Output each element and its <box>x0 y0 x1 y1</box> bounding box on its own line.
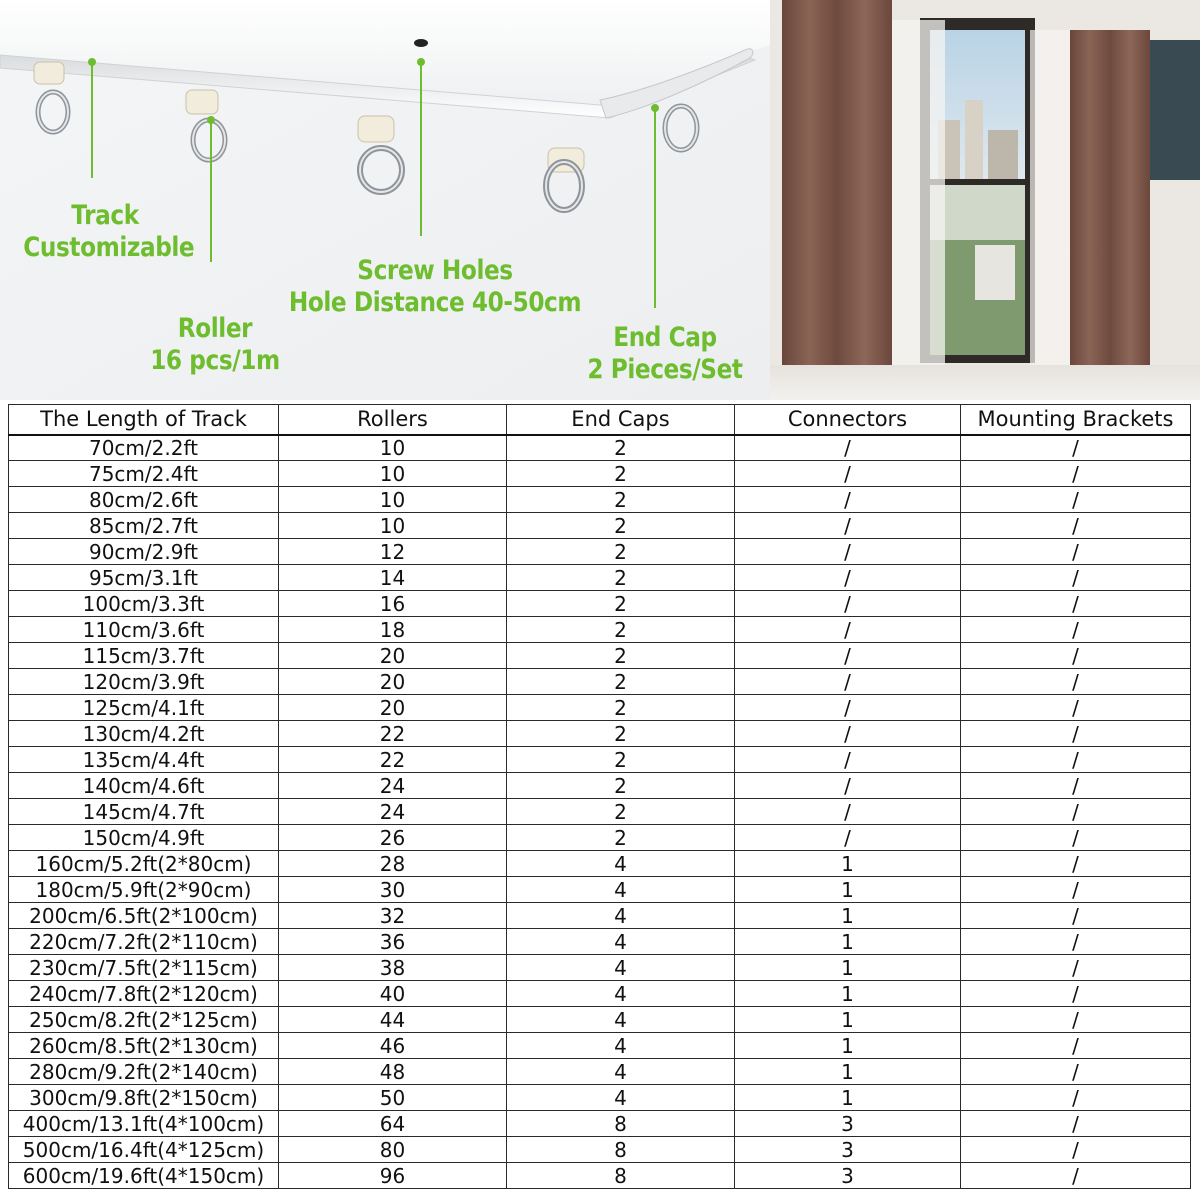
callout-track-detail: Customizable <box>23 232 195 263</box>
cell-mounting-brackets: / <box>961 1085 1191 1111</box>
table-row <box>9 981 1191 1007</box>
cell-end-caps: 4 <box>507 981 735 1007</box>
table-row <box>9 487 1191 513</box>
cell-track-length: 160cm/5.2ft(2*80cm) <box>9 851 279 877</box>
cell-mounting-brackets: / <box>961 825 1191 851</box>
cell-mounting-brackets: / <box>961 903 1191 929</box>
cell-rollers: 12 <box>279 539 507 565</box>
callout-screw-holes-detail: Hole Distance 40-50cm <box>288 287 582 318</box>
cell-rollers: 22 <box>279 721 507 747</box>
track-closeup-photo <box>0 0 770 400</box>
table-row <box>9 695 1191 721</box>
callout-roller-title: Roller <box>177 313 253 344</box>
room-curtain-photo <box>770 0 1200 400</box>
cell-connectors: 1 <box>735 981 961 1007</box>
cell-end-caps: 2 <box>507 799 735 825</box>
cell-track-length: 400cm/13.1ft(4*100cm) <box>9 1111 279 1137</box>
table-row <box>9 1033 1191 1059</box>
cell-mounting-brackets: / <box>961 513 1191 539</box>
table-row <box>9 1137 1191 1163</box>
cell-mounting-brackets: / <box>961 877 1191 903</box>
cell-end-caps: 2 <box>507 773 735 799</box>
room-illustration <box>770 0 1200 400</box>
cell-track-length: 85cm/2.7ft <box>9 513 279 539</box>
cell-connectors: 1 <box>735 929 961 955</box>
cell-end-caps: 4 <box>507 1085 735 1111</box>
cell-end-caps: 8 <box>507 1137 735 1163</box>
cell-track-length: 100cm/3.3ft <box>9 591 279 617</box>
table-row <box>9 903 1191 929</box>
cell-end-caps: 4 <box>507 1007 735 1033</box>
callout-screw-holes <box>276 255 594 319</box>
cell-rollers: 20 <box>279 695 507 721</box>
cell-end-caps: 8 <box>507 1111 735 1137</box>
table-row <box>9 513 1191 539</box>
cell-rollers: 30 <box>279 877 507 903</box>
cell-rollers: 36 <box>279 929 507 955</box>
callout-roller <box>133 313 296 377</box>
header-rollers: Rollers <box>279 405 507 435</box>
cell-connectors: 1 <box>735 1033 961 1059</box>
cell-track-length: 600cm/19.6ft(4*150cm) <box>9 1163 279 1189</box>
cell-track-length: 125cm/4.1ft <box>9 695 279 721</box>
cell-connectors: / <box>735 461 961 487</box>
cell-end-caps: 2 <box>507 643 735 669</box>
cell-track-length: 150cm/4.9ft <box>9 825 279 851</box>
cell-end-caps: 4 <box>507 851 735 877</box>
cell-mounting-brackets: / <box>961 981 1191 1007</box>
cell-track-length: 180cm/5.9ft(2*90cm) <box>9 877 279 903</box>
cell-rollers: 10 <box>279 487 507 513</box>
cell-rollers: 22 <box>279 747 507 773</box>
cell-track-length: 75cm/2.4ft <box>9 461 279 487</box>
cell-rollers: 24 <box>279 799 507 825</box>
cell-track-length: 110cm/3.6ft <box>9 617 279 643</box>
cell-mounting-brackets: / <box>961 1111 1191 1137</box>
callout-track <box>23 200 195 264</box>
cell-mounting-brackets: / <box>961 591 1191 617</box>
cell-connectors: 3 <box>735 1137 961 1163</box>
cell-connectors: / <box>735 799 961 825</box>
callout-roller-detail: 16 pcs/1m <box>150 345 280 376</box>
table-row <box>9 669 1191 695</box>
cell-connectors: 3 <box>735 1111 961 1137</box>
cell-track-length: 140cm/4.6ft <box>9 773 279 799</box>
cell-end-caps: 4 <box>507 929 735 955</box>
cell-mounting-brackets: / <box>961 617 1191 643</box>
cell-track-length: 95cm/3.1ft <box>9 565 279 591</box>
table-row <box>9 721 1191 747</box>
table-row <box>9 929 1191 955</box>
cell-connectors: / <box>735 773 961 799</box>
cell-rollers: 50 <box>279 1085 507 1111</box>
cell-rollers: 46 <box>279 1033 507 1059</box>
cell-rollers: 28 <box>279 851 507 877</box>
cell-connectors: / <box>735 721 961 747</box>
cell-rollers: 40 <box>279 981 507 1007</box>
table-body <box>9 435 1191 1189</box>
cell-end-caps: 2 <box>507 435 735 461</box>
cell-end-caps: 4 <box>507 955 735 981</box>
table-header-row <box>9 405 1191 435</box>
cell-mounting-brackets: / <box>961 929 1191 955</box>
cell-connectors: / <box>735 435 961 461</box>
table-row <box>9 1007 1191 1033</box>
table-row <box>9 591 1191 617</box>
cell-connectors: / <box>735 825 961 851</box>
cell-end-caps: 2 <box>507 695 735 721</box>
cell-end-caps: 2 <box>507 539 735 565</box>
cell-end-caps: 2 <box>507 565 735 591</box>
cell-connectors: 1 <box>735 1059 961 1085</box>
table-row <box>9 799 1191 825</box>
cell-track-length: 260cm/8.5ft(2*130cm) <box>9 1033 279 1059</box>
table-row <box>9 1163 1191 1189</box>
cell-connectors: / <box>735 643 961 669</box>
header-connectors: Connectors <box>735 405 961 435</box>
cell-track-length: 115cm/3.7ft <box>9 643 279 669</box>
cell-track-length: 135cm/4.4ft <box>9 747 279 773</box>
table-row <box>9 539 1191 565</box>
cell-mounting-brackets: / <box>961 539 1191 565</box>
callout-end-cap <box>579 322 751 386</box>
cell-track-length: 500cm/16.4ft(4*125cm) <box>9 1137 279 1163</box>
cell-rollers: 80 <box>279 1137 507 1163</box>
cell-end-caps: 2 <box>507 461 735 487</box>
cell-mounting-brackets: / <box>961 799 1191 825</box>
cell-mounting-brackets: / <box>961 773 1191 799</box>
cell-mounting-brackets: / <box>961 565 1191 591</box>
table-row <box>9 851 1191 877</box>
cell-track-length: 280cm/9.2ft(2*140cm) <box>9 1059 279 1085</box>
product-photo-band <box>0 0 1200 400</box>
cell-rollers: 32 <box>279 903 507 929</box>
cell-track-length: 250cm/8.2ft(2*125cm) <box>9 1007 279 1033</box>
cell-track-length: 230cm/7.5ft(2*115cm) <box>9 955 279 981</box>
cell-end-caps: 4 <box>507 877 735 903</box>
cell-end-caps: 2 <box>507 513 735 539</box>
table-row <box>9 1085 1191 1111</box>
cell-connectors: 1 <box>735 1085 961 1111</box>
table-row <box>9 773 1191 799</box>
cell-connectors: / <box>735 669 961 695</box>
cell-rollers: 44 <box>279 1007 507 1033</box>
cell-end-caps: 2 <box>507 747 735 773</box>
callout-end-cap-title: End Cap <box>613 322 717 353</box>
cell-mounting-brackets: / <box>961 955 1191 981</box>
cell-track-length: 80cm/2.6ft <box>9 487 279 513</box>
track-size-table <box>8 404 1191 1189</box>
cell-connectors: 1 <box>735 877 961 903</box>
cell-track-length: 200cm/6.5ft(2*100cm) <box>9 903 279 929</box>
cell-mounting-brackets: / <box>961 1163 1191 1189</box>
cell-rollers: 64 <box>279 1111 507 1137</box>
cell-end-caps: 8 <box>507 1163 735 1189</box>
cell-end-caps: 2 <box>507 669 735 695</box>
cell-mounting-brackets: / <box>961 1033 1191 1059</box>
cell-rollers: 26 <box>279 825 507 851</box>
cell-mounting-brackets: / <box>961 851 1191 877</box>
cell-mounting-brackets: / <box>961 461 1191 487</box>
cell-track-length: 240cm/7.8ft(2*120cm) <box>9 981 279 1007</box>
cell-connectors: / <box>735 747 961 773</box>
cell-connectors: / <box>735 695 961 721</box>
header-track-length: The Length of Track <box>9 405 279 435</box>
cell-mounting-brackets: / <box>961 747 1191 773</box>
table-row <box>9 955 1191 981</box>
table-row <box>9 825 1191 851</box>
cell-end-caps: 4 <box>507 903 735 929</box>
cell-rollers: 10 <box>279 461 507 487</box>
table-row <box>9 617 1191 643</box>
cell-track-length: 90cm/2.9ft <box>9 539 279 565</box>
cell-mounting-brackets: / <box>961 1137 1191 1163</box>
cell-rollers: 96 <box>279 1163 507 1189</box>
cell-connectors: 3 <box>735 1163 961 1189</box>
cell-connectors: / <box>735 591 961 617</box>
cell-mounting-brackets: / <box>961 669 1191 695</box>
cell-rollers: 14 <box>279 565 507 591</box>
cell-mounting-brackets: / <box>961 435 1191 461</box>
cell-mounting-brackets: / <box>961 487 1191 513</box>
cell-rollers: 10 <box>279 435 507 461</box>
cell-end-caps: 4 <box>507 1059 735 1085</box>
cell-connectors: 1 <box>735 1007 961 1033</box>
cell-end-caps: 2 <box>507 487 735 513</box>
cell-track-length: 130cm/4.2ft <box>9 721 279 747</box>
cell-connectors: 1 <box>735 955 961 981</box>
cell-mounting-brackets: / <box>961 643 1191 669</box>
cell-end-caps: 2 <box>507 825 735 851</box>
cell-connectors: / <box>735 487 961 513</box>
table-row <box>9 1111 1191 1137</box>
header-end-caps: End Caps <box>507 405 735 435</box>
cell-track-length: 220cm/7.2ft(2*110cm) <box>9 929 279 955</box>
cell-mounting-brackets: / <box>961 721 1191 747</box>
table-row <box>9 565 1191 591</box>
callout-end-cap-detail: 2 Pieces/Set <box>587 354 743 385</box>
cell-mounting-brackets: / <box>961 1059 1191 1085</box>
cell-rollers: 24 <box>279 773 507 799</box>
cell-rollers: 20 <box>279 669 507 695</box>
cell-rollers: 38 <box>279 955 507 981</box>
cell-rollers: 20 <box>279 643 507 669</box>
header-mounting-brackets: Mounting Brackets <box>961 405 1191 435</box>
callout-track-title: Track <box>71 200 139 231</box>
cell-track-length: 70cm/2.2ft <box>9 435 279 461</box>
table-row <box>9 877 1191 903</box>
cell-connectors: / <box>735 513 961 539</box>
cell-connectors: / <box>735 617 961 643</box>
cell-end-caps: 2 <box>507 591 735 617</box>
cell-end-caps: 2 <box>507 617 735 643</box>
cell-mounting-brackets: / <box>961 695 1191 721</box>
cell-connectors: / <box>735 565 961 591</box>
cell-connectors: / <box>735 539 961 565</box>
table-row <box>9 1059 1191 1085</box>
cell-track-length: 120cm/3.9ft <box>9 669 279 695</box>
table-row <box>9 643 1191 669</box>
cell-track-length: 145cm/4.7ft <box>9 799 279 825</box>
cell-rollers: 16 <box>279 591 507 617</box>
cell-end-caps: 2 <box>507 721 735 747</box>
cell-connectors: 1 <box>735 903 961 929</box>
cell-track-length: 300cm/9.8ft(2*150cm) <box>9 1085 279 1111</box>
table-row <box>9 461 1191 487</box>
cell-rollers: 48 <box>279 1059 507 1085</box>
callout-screw-holes-title: Screw Holes <box>357 255 513 286</box>
table-row <box>9 747 1191 773</box>
table-row <box>9 435 1191 461</box>
cell-connectors: 1 <box>735 851 961 877</box>
cell-rollers: 18 <box>279 617 507 643</box>
cell-rollers: 10 <box>279 513 507 539</box>
cell-mounting-brackets: / <box>961 1007 1191 1033</box>
cell-end-caps: 4 <box>507 1033 735 1059</box>
